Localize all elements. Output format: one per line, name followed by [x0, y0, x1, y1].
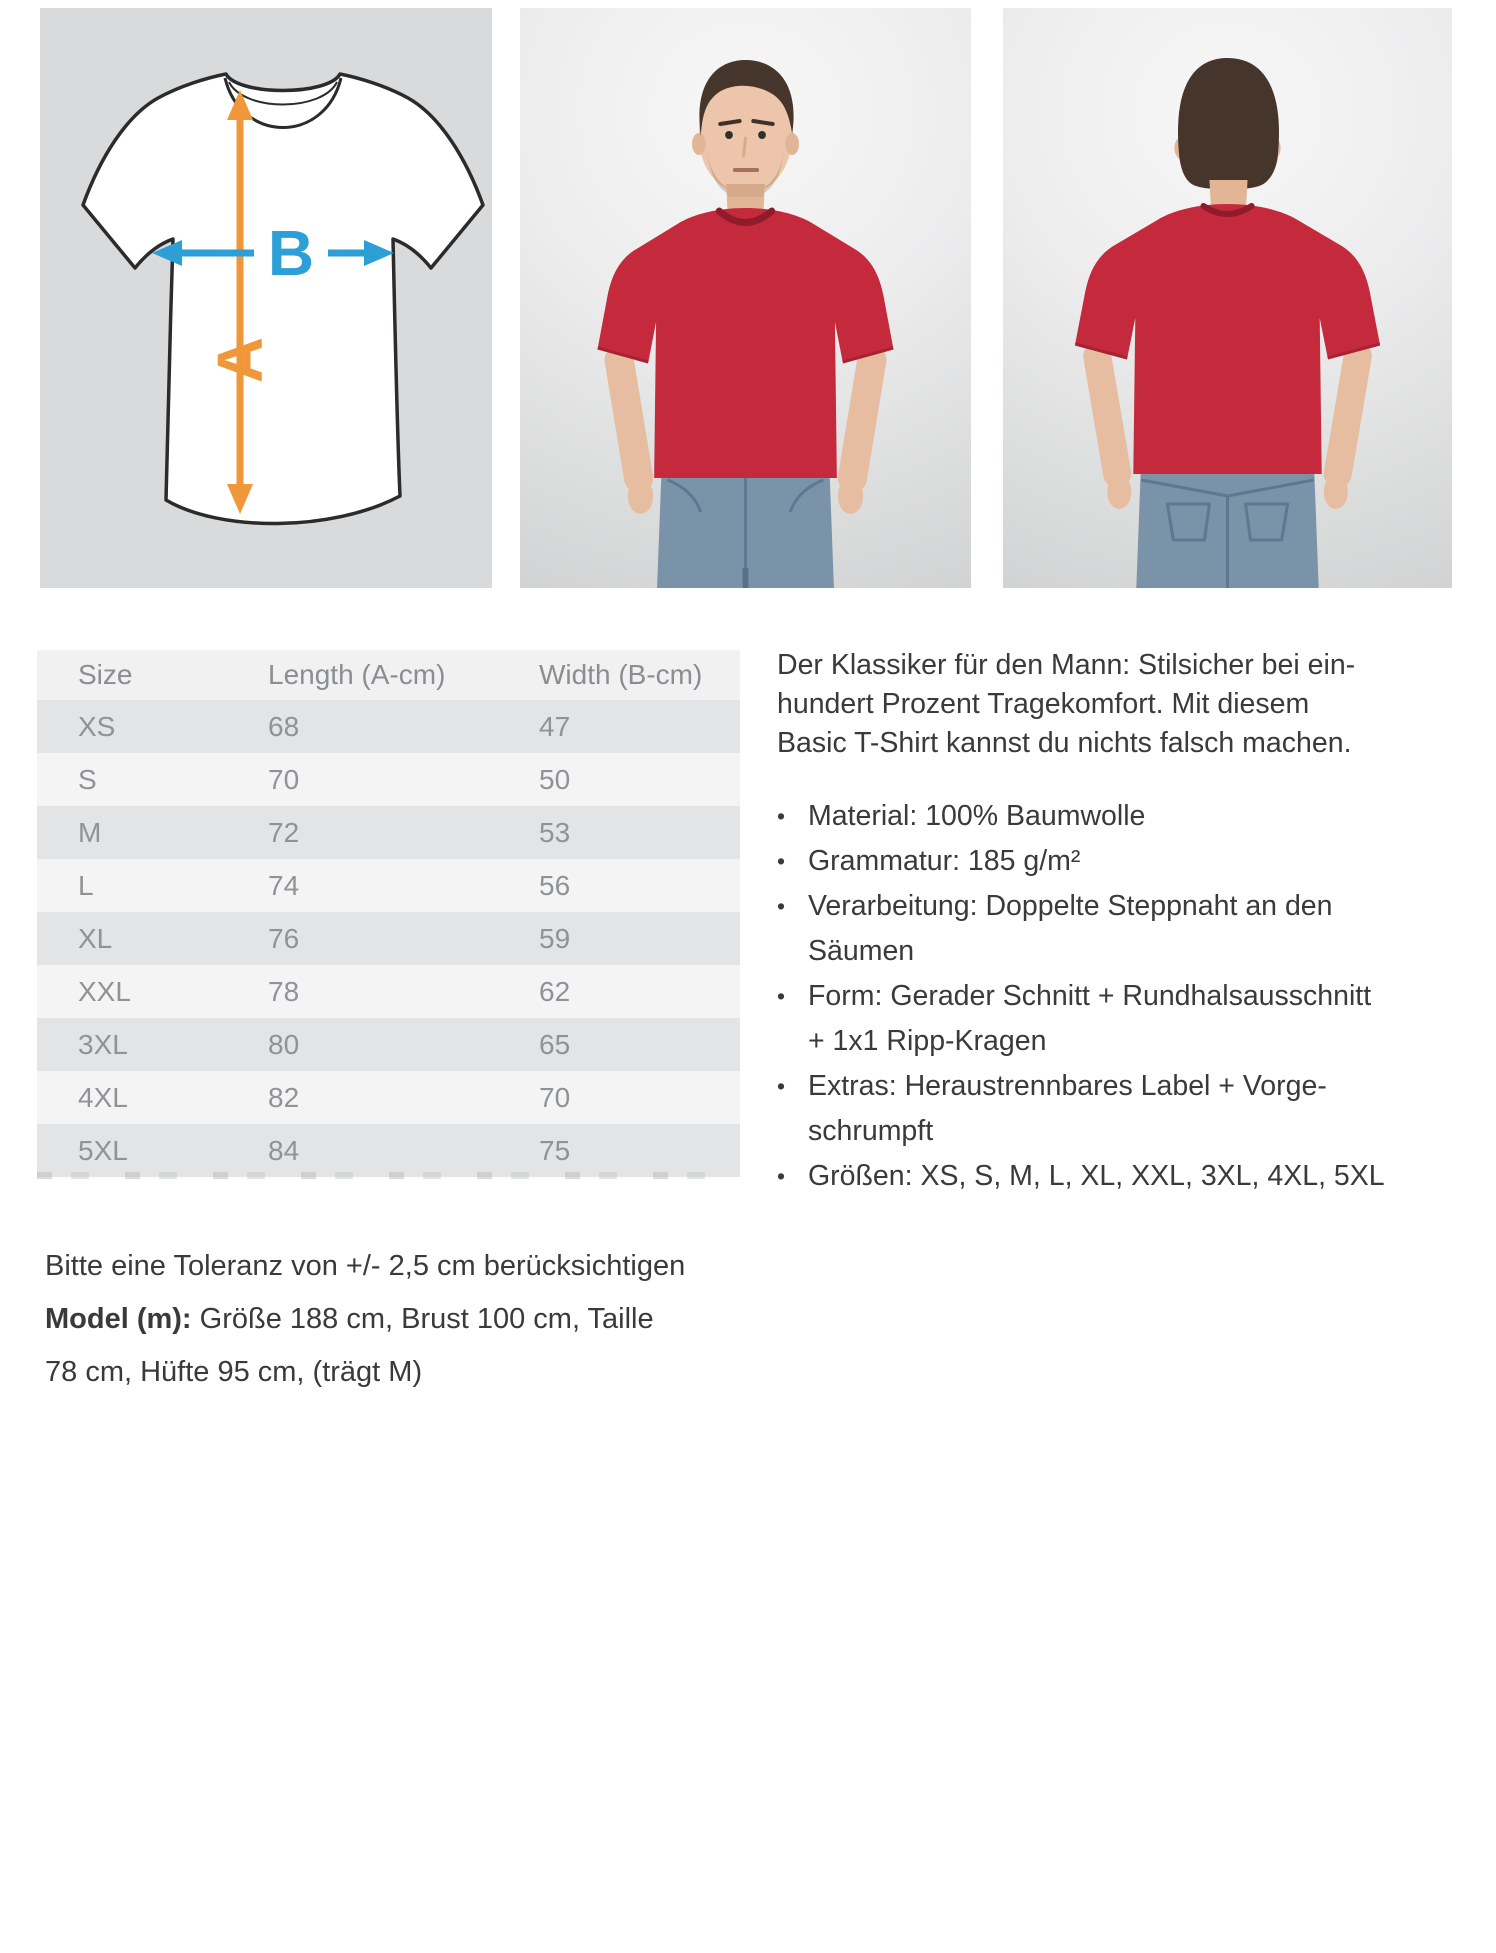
cell-size: 4XL: [37, 1071, 267, 1124]
bullet-icon: •: [777, 893, 786, 919]
clipped-row-artifact: [37, 1172, 740, 1179]
model-front-photo: [520, 8, 971, 588]
table-row: [37, 1124, 740, 1177]
table-row: [37, 1018, 740, 1071]
model-info-label: Model (m):: [45, 1303, 192, 1335]
feature-text: Säumen: [808, 935, 915, 967]
width-label-b: B: [267, 217, 315, 289]
description-line: Basic T-Shirt kannst du nichts falsch machen.: [777, 727, 1352, 759]
cell-length: 70: [267, 753, 500, 806]
bullet-icon: •: [777, 1073, 786, 1099]
table-row: [37, 912, 740, 965]
feature-list: [777, 794, 1477, 1199]
cell-width: 65: [500, 1018, 740, 1071]
bullet-icon: •: [777, 1163, 786, 1189]
tshirt-outline-drawing: [40, 8, 492, 588]
cell-length: 82: [267, 1071, 500, 1124]
tolerance-note: Bitte eine Toleranz von +/- 2,5 cm berücksichtigen: [45, 1250, 686, 1282]
description-paragraph: [777, 646, 1477, 763]
feature-text: Grammatur: 185 g/m²: [808, 845, 1081, 877]
cell-size: 5XL: [37, 1124, 267, 1177]
table-row: [37, 700, 740, 753]
feature-text: + 1x1 Ripp-Kragen: [808, 1025, 1047, 1057]
model-front-illustration: [520, 8, 971, 588]
column-header-length: Length (A-cm): [267, 650, 500, 700]
list-item: [777, 839, 1477, 884]
cell-length: 80: [267, 1018, 500, 1071]
column-header-size: Size: [37, 650, 267, 700]
product-description: [777, 646, 1477, 1199]
description-line: hundert Prozent Tragekomfort. Mit diesem: [777, 688, 1310, 720]
feature-text: Form: Gerader Schnitt + Rundhalsausschnitt: [808, 980, 1372, 1012]
list-item: [777, 794, 1477, 839]
cell-size: 3XL: [37, 1018, 267, 1071]
column-header-width: Width (B-cm): [500, 650, 740, 700]
cell-length: 76: [267, 912, 500, 965]
model-back-photo: [1003, 8, 1452, 588]
feature-text: schrumpft: [808, 1115, 934, 1147]
model-info-text: Größe 188 cm, Brust 100 cm, Taille: [191, 1303, 654, 1335]
cell-length: 74: [267, 859, 500, 912]
measurement-notes: [45, 1240, 685, 1399]
size-table: [37, 650, 740, 1177]
cell-size: XL: [37, 912, 267, 965]
bullet-icon: •: [777, 983, 786, 1009]
cell-width: 56: [500, 859, 740, 912]
cell-width: 47: [500, 700, 740, 753]
cell-size: L: [37, 859, 267, 912]
feature-text: Größen: XS, S, M, L, XL, XXL, 3XL, 4XL, 5XL: [808, 1160, 1385, 1192]
list-item: [777, 974, 1477, 1064]
cell-length: 68: [267, 700, 500, 753]
model-info-line1: [45, 1293, 685, 1346]
cell-size: S: [37, 753, 267, 806]
cell-width: 62: [500, 965, 740, 1018]
list-item: [777, 884, 1477, 974]
list-item: [777, 1154, 1477, 1199]
cell-width: 59: [500, 912, 740, 965]
feature-text: Material: 100% Baumwolle: [808, 800, 1146, 832]
cell-size: M: [37, 806, 267, 859]
model-info-line2: 78 cm, Hüfte 95 cm, (trägt M): [45, 1356, 423, 1388]
feature-text: Verarbeitung: Doppelte Steppnaht an den: [808, 890, 1333, 922]
feature-text: Extras: Heraustrennbares Label + Vorge-: [808, 1070, 1327, 1102]
table-row: [37, 859, 740, 912]
cell-length: 72: [267, 806, 500, 859]
cell-length: 84: [267, 1124, 500, 1177]
tshirt-body-outline: [83, 74, 483, 524]
bullet-icon: •: [777, 803, 786, 829]
table-row: [37, 753, 740, 806]
table-row: [37, 806, 740, 859]
description-line: Der Klassiker für den Mann: Stilsicher bei ein-: [777, 649, 1356, 681]
cell-width: 53: [500, 806, 740, 859]
length-label-a: A: [204, 336, 276, 384]
cell-size: XXL: [37, 965, 267, 1018]
list-item: [777, 1064, 1477, 1154]
cell-width: 70: [500, 1071, 740, 1124]
size-table-header-row: [37, 650, 740, 700]
table-row: [37, 1071, 740, 1124]
bullet-icon: •: [777, 848, 786, 874]
cell-size: XS: [37, 700, 267, 753]
model-back-illustration: [1003, 8, 1452, 588]
cell-width: 75: [500, 1124, 740, 1177]
cell-length: 78: [267, 965, 500, 1018]
size-chart-diagram: [40, 8, 492, 588]
cell-width: 50: [500, 753, 740, 806]
table-row: [37, 965, 740, 1018]
